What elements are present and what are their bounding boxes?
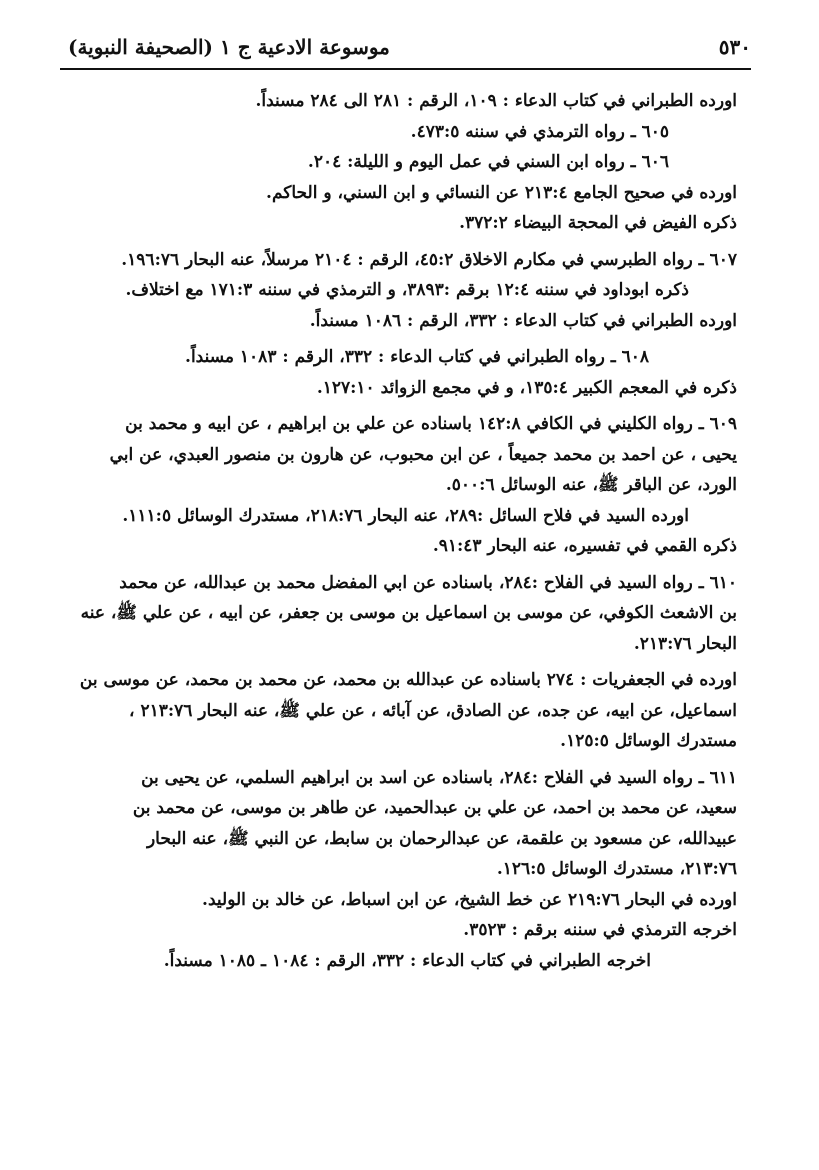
text-line: ذكره الفيض في المحجة البيضاء ٣٧٢:٢. (459, 213, 737, 233)
text-line: ٦٠٩ ـ رواه الكليني في الكافي ١٤٢:٨ باسناده عن علي بن ابراهيم ، عن ابيه و محمد بن (125, 414, 737, 434)
text-line: اورده في البحار ٢١٩:٧٦ عن خط الشيخ، عن ابن اسباط، عن خالد بن الوليد. (202, 889, 737, 910)
text-line: اورده الطبراني في كتاب الدعاء : ٣٣٢، الرقم : ١٠٨٦ مسنداً. (309, 310, 737, 331)
text-line: ٦١٠ ـ رواه السيد في الفلاح :٢٨٤، باسناده عن ابي المفضل محمد بن عبدالله، عن محمد (119, 572, 737, 593)
text-line: مستدرك الوسائل ١٢٥:٥. (560, 731, 737, 751)
text-line: ٢١٣:٧٦، مستدرك الوسائل ١٢٦:٥. (496, 859, 737, 879)
text-line: ٦٠٦ ـ رواه ابن السني في عمل اليوم و الليلة: ٢٠٤. (307, 152, 669, 172)
text-line: سعيد، عن محمد بن احمد، عن علي بن عبدالحميد، عن طاهر بن موسى، عن محمد بن (132, 798, 737, 818)
text-line: عبيدالله، عن مسعود بن علقمة، عن عبدالرحمان بن سابط، عن النبي ﷺ، عنه البحار (146, 828, 737, 849)
text-line: ٦٠٨ ـ رواه الطبراني في كتاب الدعاء : ٣٣٢، الرقم : ١٠٨٣ مسنداً. (185, 347, 649, 367)
running-title: موسوعة الادعية ج ١ (الصحيفة النبوية) (68, 35, 390, 59)
text-line: ذكره القمي في تفسيره، عنه البحار ٩١:٤٣. (432, 536, 737, 556)
text-line: اورده السيد في فلاح السائل :٢٨٩، عنه البحار ٢١٨:٧٦، مستدرك الوسائل ١١١:٥. (122, 505, 689, 526)
text-line: ٦٠٧ ـ رواه الطبرسي في مكارم الاخلاق ٤٥:٢، الرقم : ٢١٠٤ مرسلاً، عنه البحار ١٩٦:٧٦. (121, 249, 737, 270)
text-line: اخرجه الترمذي في سننه برقم : ٣٥٢٣. (463, 920, 737, 940)
text-line: ٦٠٥ ـ رواه الترمذي في سننه ٤٧٣:٥. (410, 121, 669, 142)
text-line: اورده في صحيح الجامع ٢١٣:٤ عن النسائي و ابن السني، و الحاكم. (266, 182, 737, 203)
page-header (68, 30, 751, 64)
text-line: اخرجه الطبراني في كتاب الدعاء : ٣٣٢، الرقم : ١٠٨٤ ـ ١٠٨٥ مسنداً. (163, 950, 651, 971)
text-line: البحار ٢١٣:٧٦. (633, 633, 737, 654)
page-number: ٥٣٠ (718, 35, 751, 59)
text-line: بن الاشعث الكوفي، عن موسى بن اسماعيل بن موسى بن جعفر، عن ابيه ، عن علي ﷺ، عنه (80, 603, 737, 623)
text-line: اورده الطبراني في كتاب الدعاء : ١٠٩، الرقم : ٢٨١ الى ٢٨٤ مسنداً. (255, 91, 737, 111)
text-line: اورده في الجعفريات : ٢٧٤ باسناده عن عبدالله بن محمد، عن محمد بن محمد، عن موسى بن (79, 670, 737, 690)
text-line: اسماعيل، عن ابيه، عن جده، عن الصادق، عن آبائه ، عن علي ﷺ، عنه البحار ٢١٣:٧٦ ، (129, 700, 737, 721)
text-line: ذكره في المعجم الكبير ١٣٥:٤، و في مجمع الزوائد ١٢٧:١٠. (316, 377, 737, 398)
header-divider (60, 68, 751, 70)
text-line: الورد، عن الباقر ﷺ، عنه الوسائل ٥٠٠:٦. (445, 475, 737, 495)
text-line: ٦١١ ـ رواه السيد في الفلاح :٢٨٤، باسناده عن اسد بن ابراهيم السلمي، عن يحيى بن (141, 767, 737, 788)
text-line: ذكره ابوداود في سننه ١٢:٤ برقم :٣٨٩٣، و الترمذي في سننه ١٧١:٣ مع اختلاف. (125, 280, 689, 300)
footnotes-body (79, 86, 737, 976)
text-line: يحيى ، عن احمد بن محمد جميعاً ، عن ابن محبوب، عن هارون بن منصور العبدي، عن ابي (109, 444, 737, 465)
